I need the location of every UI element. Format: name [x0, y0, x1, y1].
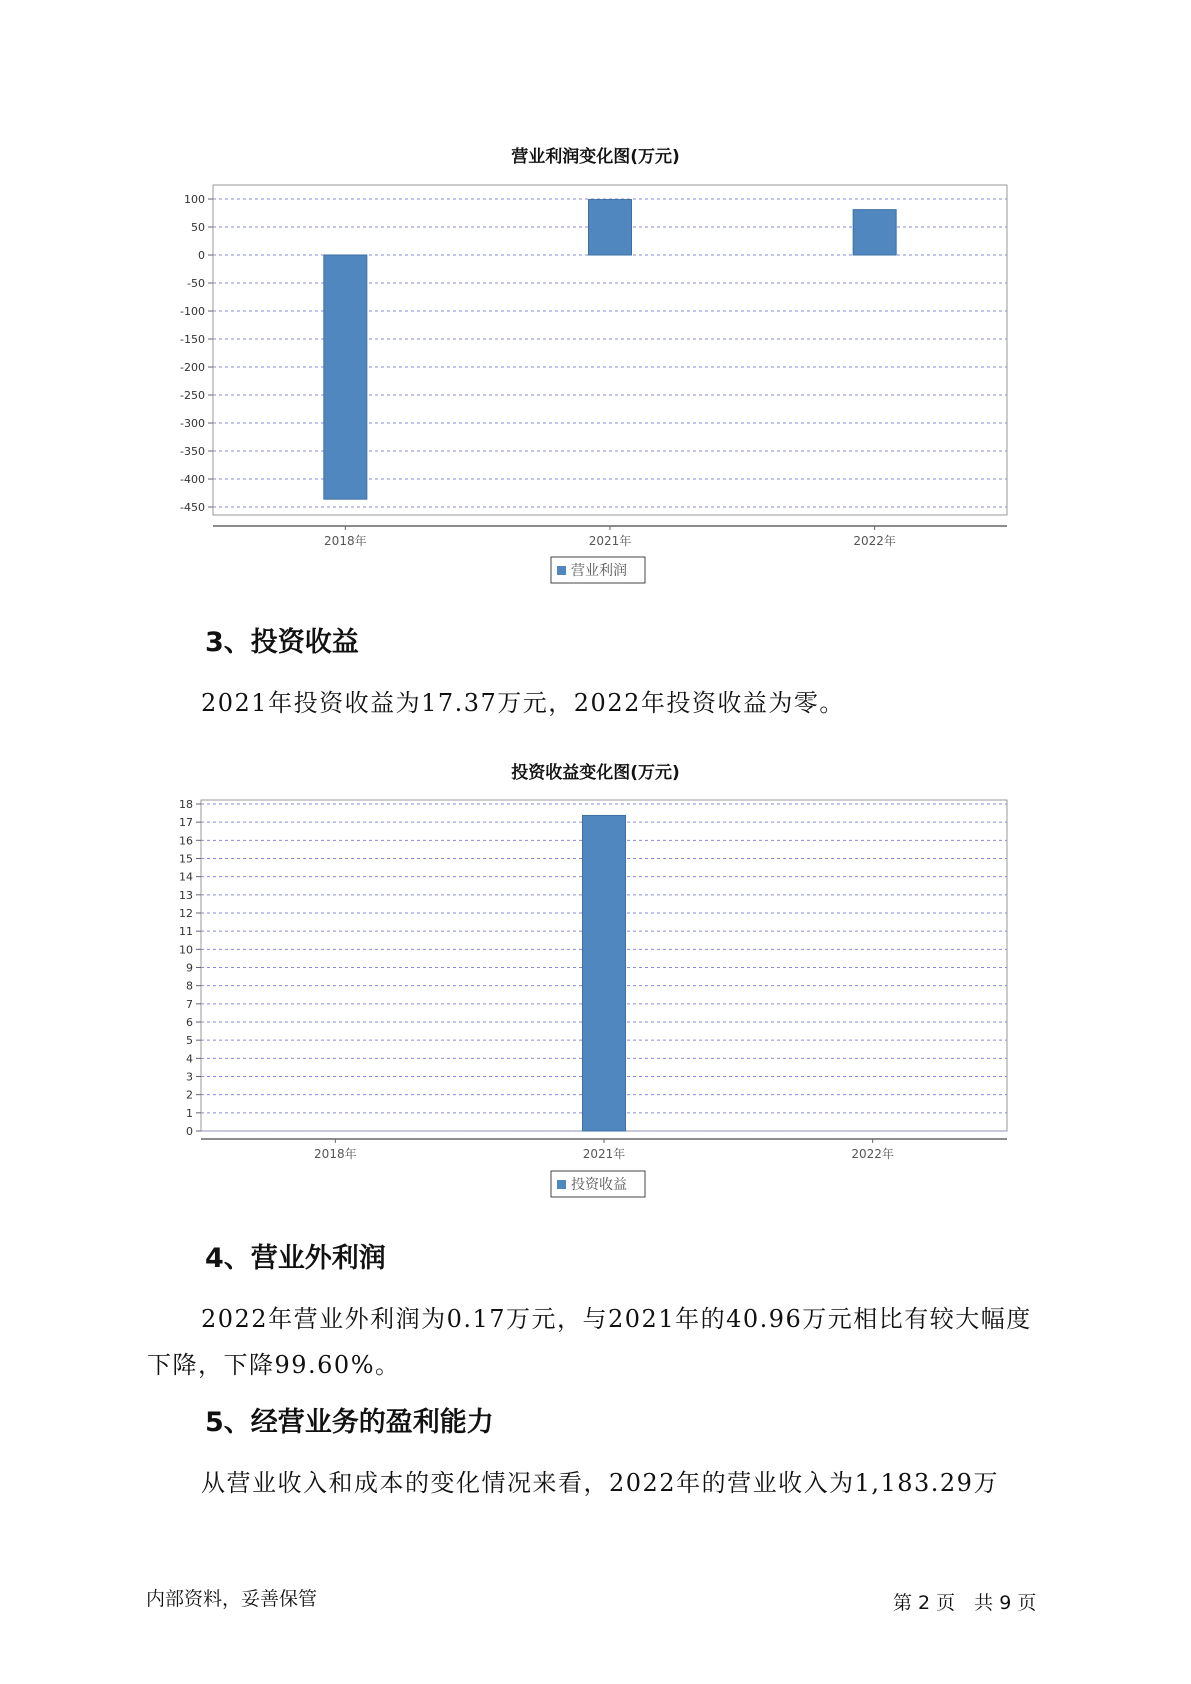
- x-tick-label: 2018年: [324, 534, 367, 548]
- section-4-text-line2: 下降，下降99.60%。: [147, 1351, 401, 1379]
- y-tick-label: 3: [186, 1070, 193, 1084]
- legend-swatch: [557, 566, 566, 575]
- y-tick-label: -150: [180, 333, 205, 346]
- footer-confidential: 内部资料，妥善保管: [146, 1588, 318, 1610]
- legend-swatch: [557, 1180, 566, 1189]
- y-tick-label: 50: [191, 221, 205, 234]
- bar: [583, 815, 626, 1131]
- legend-label: 投资收益: [571, 1177, 627, 1193]
- y-tick-label: -450: [180, 501, 205, 514]
- y-tick-label: 12: [179, 907, 193, 920]
- y-tick-label: -50: [187, 277, 205, 290]
- y-tick-label: 10: [179, 943, 193, 957]
- section-4-heading: 4、营业外利润: [205, 1243, 386, 1274]
- section-5-heading: 5、经营业务的盈利能力: [205, 1407, 494, 1438]
- y-tick-label: 9: [186, 961, 193, 975]
- section-3-text: 2021年投资收益为17.37万元，2022年投资收益为零。: [201, 689, 845, 717]
- section-5-text: 从营业收入和成本的变化情况来看，2022年的营业收入为1,183.29万: [201, 1469, 999, 1497]
- section-4-text-line1: 2022年营业外利润为0.17万元，与2021年的40.96万元相比有较大幅度: [201, 1305, 1032, 1333]
- y-tick-label: 11: [179, 925, 193, 939]
- footer-page-number: 第 2 页 共 9 页: [893, 1592, 1037, 1614]
- x-tick-label: 2022年: [853, 534, 896, 548]
- bar: [324, 255, 367, 499]
- x-tick-label: 2021年: [588, 534, 632, 548]
- y-tick-label: 2: [186, 1088, 193, 1102]
- y-tick-label: 15: [179, 852, 193, 866]
- x-tick-label: 2018年: [314, 1147, 357, 1161]
- y-tick-label: 17: [179, 816, 193, 830]
- chart2-title: 投资收益变化图(万元): [511, 763, 680, 783]
- operating-profit-chart: [0, 160, 1191, 600]
- y-tick-label: 13: [179, 888, 193, 902]
- y-tick-label: 1: [186, 1106, 193, 1120]
- y-tick-label: 8: [186, 979, 193, 993]
- y-tick-label: -300: [180, 417, 205, 430]
- x-tick-label: 2022年: [851, 1147, 894, 1161]
- y-tick-label: 6: [186, 1016, 193, 1029]
- y-tick-label: -250: [180, 389, 205, 402]
- y-tick-label: 16: [179, 834, 193, 848]
- y-tick-label: -400: [180, 473, 205, 486]
- y-tick-label: -350: [180, 445, 205, 458]
- bar: [853, 210, 896, 255]
- section-3-heading: 3、投资收益: [205, 627, 359, 658]
- chart1-title: 营业利润变化图(万元): [511, 147, 680, 167]
- y-tick-label: 0: [198, 249, 205, 262]
- y-tick-label: 18: [179, 798, 193, 811]
- y-tick-label: 7: [186, 997, 193, 1011]
- legend-label: 营业利润: [571, 563, 627, 579]
- y-tick-label: -100: [180, 305, 205, 318]
- y-tick-label: -200: [180, 361, 205, 374]
- y-tick-label: 5: [186, 1034, 193, 1048]
- y-tick-label: 14: [179, 870, 193, 884]
- y-tick-label: 100: [184, 193, 205, 206]
- x-tick-label: 2021年: [582, 1147, 626, 1161]
- bar: [589, 200, 632, 255]
- investment-income-chart: [0, 780, 1191, 1220]
- y-tick-label: 4: [186, 1052, 193, 1066]
- y-tick-label: 0: [186, 1125, 193, 1138]
